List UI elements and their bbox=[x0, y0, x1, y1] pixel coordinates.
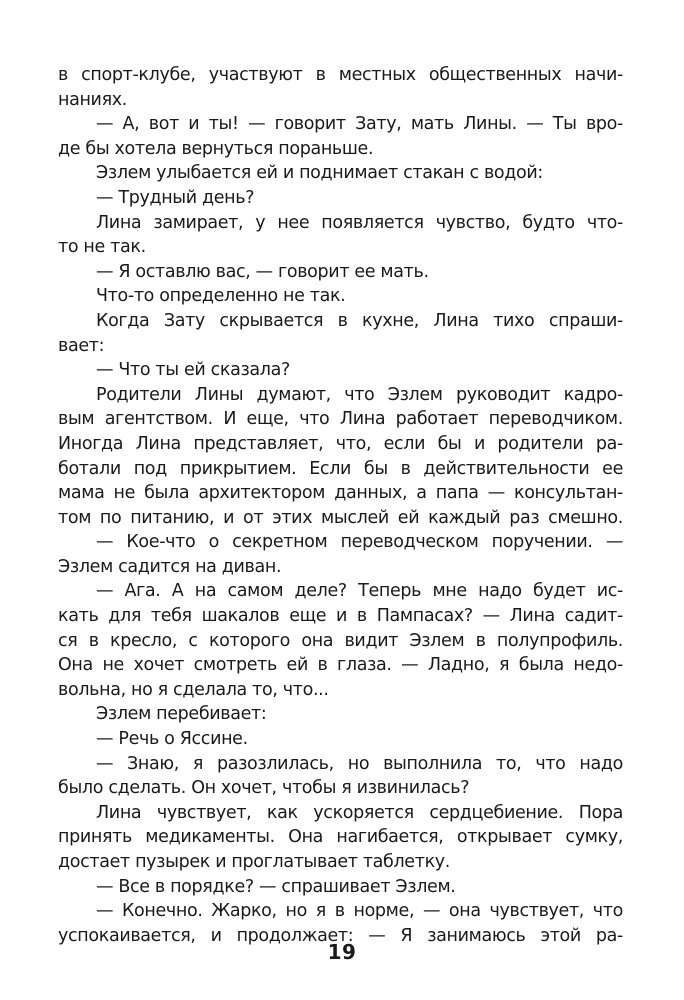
text-line: де бы хотела вернуться пораньше. bbox=[58, 138, 374, 159]
text-line: Лина замирает, у нее появляется чувство, будто что- bbox=[96, 212, 623, 233]
text-line: — А, вот и ты! — говорит Зату, мать Лины. — Ты вро- bbox=[96, 114, 623, 135]
text-line: Эзлем перебивает: bbox=[96, 704, 267, 725]
text-line: успокаивается, и продолжает: — Я занимаюсь этой ра- bbox=[58, 925, 623, 946]
text-line: вольна, но я сделала то, что... bbox=[58, 679, 329, 700]
text-line: Лина чувствует, как ускоряется сердцебиение. Пора bbox=[96, 802, 623, 823]
text-line: Эзлем садится на диван. bbox=[58, 556, 282, 577]
text-line: Эзлем улыбается ей и поднимает стакан с водой: bbox=[96, 163, 543, 184]
text-line: — Все в порядке? — спрашивает Эзлем. bbox=[96, 876, 456, 897]
body-text bbox=[58, 63, 623, 948]
text-line: мама не была архитектором данных, а папа — консультан- bbox=[58, 483, 623, 504]
text-line: вым агентством. И еще, что Лина работает переводчиком. bbox=[58, 409, 623, 430]
text-line: — Кое-что о секретном переводческом поручении. — bbox=[96, 532, 623, 553]
text-line: было сделать. Он хочет, чтобы я извинилась? bbox=[58, 778, 470, 799]
text-line: Она не хочет смотреть ей в глаза. — Ладно, я была недо- bbox=[58, 655, 623, 676]
text-line: — Речь о Яссине. bbox=[96, 729, 248, 750]
text-line: ботали под прикрытием. Если бы в действительности ее bbox=[58, 458, 623, 479]
text-line: — Конечно. Жарко, но я в норме, — она чувствует, что bbox=[96, 901, 623, 922]
page-number: 19 bbox=[327, 940, 357, 964]
text-line: принять медикаменты. Она нагибается, открывает сумку, bbox=[58, 827, 623, 848]
text-line: Когда Зату скрывается в кухне, Лина тихо спраши- bbox=[96, 310, 623, 331]
text-line: — Ага. А на самом деле? Теперь мне надо будет ис- bbox=[96, 581, 623, 602]
text-line: Что-то определенно не так. bbox=[96, 286, 346, 307]
text-line: вает: bbox=[58, 335, 105, 356]
text-line: — Трудный день? bbox=[96, 187, 255, 208]
text-line: — Что ты ей сказала? bbox=[96, 360, 290, 381]
text-line: — Я оставлю вас, — говорит ее мать. bbox=[96, 261, 429, 282]
text-line: Иногда Лина представляет, что, если бы и родители ра- bbox=[58, 433, 623, 454]
text-line: в спорт-клубе, участвуют в местных общественных начи- bbox=[58, 65, 623, 85]
text-line: — Знаю, я разозлилась, но выполнила то, что надо bbox=[96, 753, 623, 774]
text-line: ся в кресло, с которого она видит Эзлем в полупрофиль. bbox=[58, 630, 623, 651]
text-line: том по питанию, и от этих мыслей ей каждый раз смешно. bbox=[58, 507, 623, 528]
text-line: достает пузырек и проглатывает таблетку. bbox=[58, 852, 451, 872]
text-line: то не так. bbox=[58, 237, 146, 258]
text-line: кать для тебя шакалов еще и в Пампасах? — Лина садит- bbox=[58, 606, 623, 627]
text-line: наниях. bbox=[58, 89, 127, 110]
text-line: Родители Лины думают, что Эзлем руководит кадро- bbox=[96, 384, 623, 405]
